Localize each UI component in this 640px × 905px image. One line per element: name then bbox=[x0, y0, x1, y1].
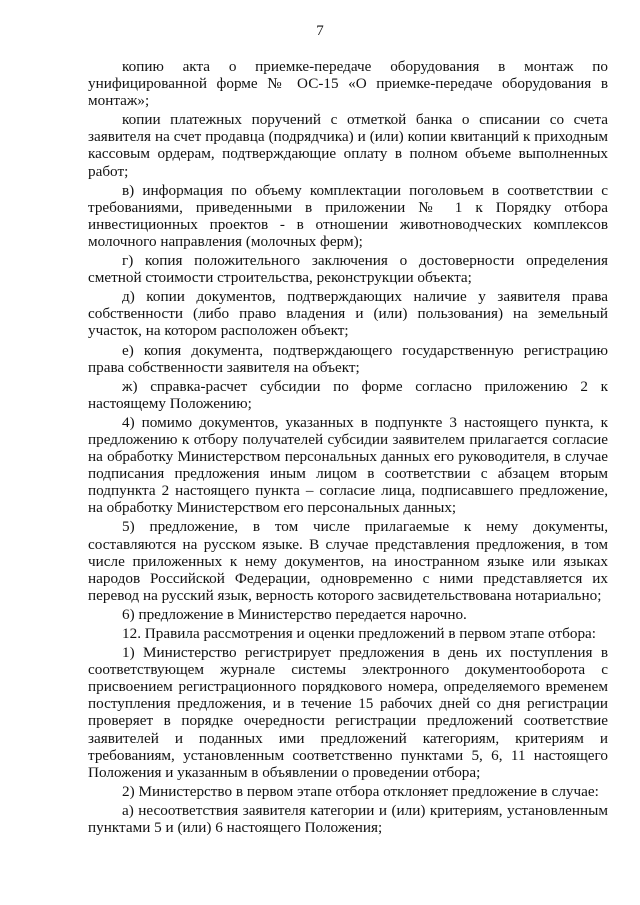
paragraph-rule-1: 1) Министерство регистрирует предложения в день их поступления в соответствующем журнале системы электронного документооборота с присвоением регистрационного порядкового номера, определяемого временем поступления предложения, и в течение 15 рабочих дней со дня регистрации проверяет в порядке очередности регистрации предложений соответствие заявителей и поданных ими предложений категориям, критериям и требованиям, установленным соответственно пунктами 5, 6, 11 настоящего Положения и указанным в объявлении о проведении отбора; bbox=[88, 644, 608, 781]
paragraph-payment-orders: копии платежных поручений с отметкой банка о списании со счета заявителя на счет продавца (подрядчика) и (или) копии квитанций к приходным кассовым ордерам, подтверждающие оплату в полном объеме выполненных работ; bbox=[88, 111, 608, 180]
paragraph-item-g: г) копия положительного заключения о достоверности определения сметной стоимости строительства, реконструкции объекта; bbox=[88, 252, 608, 287]
paragraph-item-e: е) копия документа, подтверждающего государственную регистрацию права собственности заявителя на объект; bbox=[88, 341, 608, 376]
paragraph-item-d: д) копии документов, подтверждающих наличие у заявителя права собственности (либо право владения и (или) пользования) на земельный участок, на котором расположен объект; bbox=[88, 288, 608, 340]
document-body bbox=[88, 58, 608, 838]
paragraph-subitem-5: 5) предложение, в том числе прилагаемые к нему документы, составляются на русском языке. В случае представления предложения, в том числе приложенных к нему документов, на иностранном языке или языках народов Российской Федерации, одновременно с ними представляется их перевод на русский язык, верность которого засвидетельствована нотариально; bbox=[88, 518, 608, 604]
paragraph-item-zh: ж) справка-расчет субсидии по форме согласно приложению 2 к настоящему Положению; bbox=[88, 377, 608, 412]
paragraph-section-12: 12. Правила рассмотрения и оценки предложений в первом этапе отбора: bbox=[122, 625, 596, 642]
paragraph-item-v: в) информация по объему комплектации поголовьем в соответствии с требованиями, приведенными в приложении № 1 к Порядку отбора инвестиционных проектов - в отношении животноводческих комплексов молочного направления (молочных ферм); bbox=[88, 181, 608, 250]
paragraph-rule-2: 2) Министерство в первом этапе отбора отклоняет предложение в случае: bbox=[122, 782, 599, 800]
paragraph-subitem-4: 4) помимо документов, указанных в подпункте 3 настоящего пункта, к предложению к отбору получателей субсидии заявителем прилагается согласие на обработку Министерством персональных данных его руководителя, в случае подписания предложения иным лицом в соответствии с абзацем вторым подпункта 2 настоящего пункта – согласие лица, подписавшего предложение, на обработку Министерством его персональных данных; bbox=[88, 413, 608, 517]
paragraph-act-copy: копию акта о приемке-передаче оборудования в монтаж по унифицированной форме № ОС-15 «О приемке-передаче оборудования в монтаж»; bbox=[88, 58, 608, 110]
paragraph-subitem-6: 6) предложение в Министерство передается нарочно. bbox=[122, 605, 467, 623]
paragraph-item-a: а) несоответствия заявителя категории и (или) критериям, установленным пунктами 5 и (или) 6 настоящего Положения; bbox=[88, 801, 608, 837]
page-number: 7 bbox=[316, 23, 324, 39]
